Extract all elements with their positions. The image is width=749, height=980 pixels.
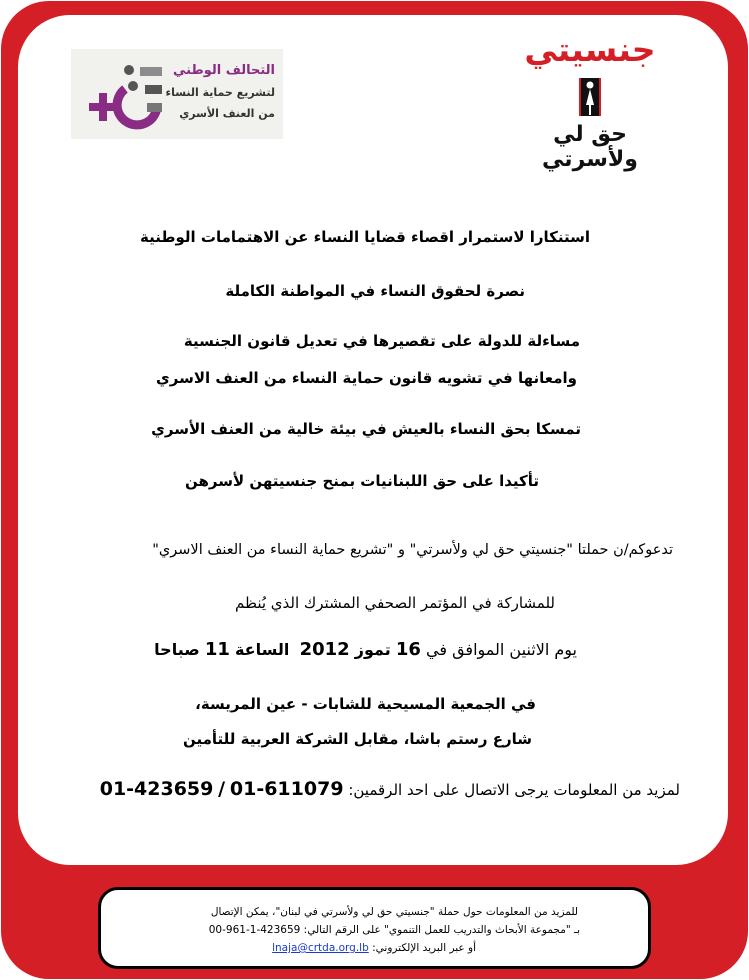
date-time-line [154, 639, 577, 660]
coalition-logo-line1: التحالف الوطني [173, 63, 275, 78]
note-line-3 [272, 942, 476, 954]
coalition-logo [71, 49, 283, 139]
woman-silhouette-icon [579, 78, 601, 116]
email-link[interactable]: lnaja@crtda.org.lb [272, 942, 369, 954]
statement-5: تأكيدا على حق اللبنانيات بمنح جنسيتهن لأسرهن [185, 472, 539, 490]
statement-2: نصرة لحقوق النساء في المواطنة الكاملة [225, 282, 525, 300]
date-prefix: يوم الاثنين الموافق في [426, 640, 577, 659]
statement-1: استنكارا لاستمرار اقصاء قضايا النساء عن الاهتمامات الوطنية [140, 228, 590, 246]
coalition-logo-line2: لتشريع حماية النساء [165, 86, 275, 99]
note-line-2: بـ "مجموعة الأبحاث والتدريب للعمل التنموي" على الرقم التالي: 423659-1-961-00 [208, 924, 580, 936]
invitation-line: تدعوكم/ن حملتا "جنسيتي حق لي ولأسرتي" و "تشريع حماية النساء من العنف الاسري" [152, 542, 673, 558]
contact-text: لمزيد من المعلومات يرجى الاتصال على احد الرقمين: [348, 781, 680, 799]
statement-4: تمسكا بحق النساء بالعيش في بيئة خالية من العنف الأسري [151, 420, 581, 438]
coalition-logo-line3: من العنف الأسري [179, 107, 275, 120]
statement-3b: وامعانها في تشويه قانون حماية النساء من العنف الاسري [156, 369, 577, 387]
phone-1[interactable]: 01-611079 [229, 778, 344, 800]
venue-line-2: شارع رستم باشا، مقابل الشركة العربية للتأمين [183, 730, 532, 748]
info-note-box [98, 887, 651, 969]
note-email-prefix: أو عبر البريد الإلكتروني: [372, 942, 476, 954]
contact-line [100, 778, 680, 800]
note-line-1: للمزيد من المعلومات حول حملة "جنسيتي حق لي ولأسرتي في لبنان"، يمكن الإتصال [210, 906, 578, 918]
date-month: تموز [354, 640, 391, 659]
time-suffix: صباحا [154, 640, 200, 659]
jensiyati-brand: جنسيتي [524, 30, 656, 69]
time-value: 11 [204, 639, 230, 660]
participation-line: للمشاركة في المؤتمر الصحفي المشترك الذي يُنظم [235, 594, 555, 612]
date-year: 2012 [299, 639, 350, 660]
statement-3a: مساءلة للدولة على تقصيرها في تعديل قانون الجنسية [183, 332, 580, 350]
jensiyati-tagline: حق لي ولأسرتي [542, 122, 638, 172]
female-symbol-icon [85, 59, 163, 131]
time-label: الساعة [234, 640, 290, 659]
venue-line-1: في الجمعية المسيحية للشابات - عين المريسة، [195, 695, 536, 713]
jensiyati-logo [515, 30, 665, 172]
date-day: 16 [395, 639, 421, 660]
phone-separator: / [218, 778, 226, 800]
phone-2[interactable]: 01-423659 [99, 778, 214, 800]
